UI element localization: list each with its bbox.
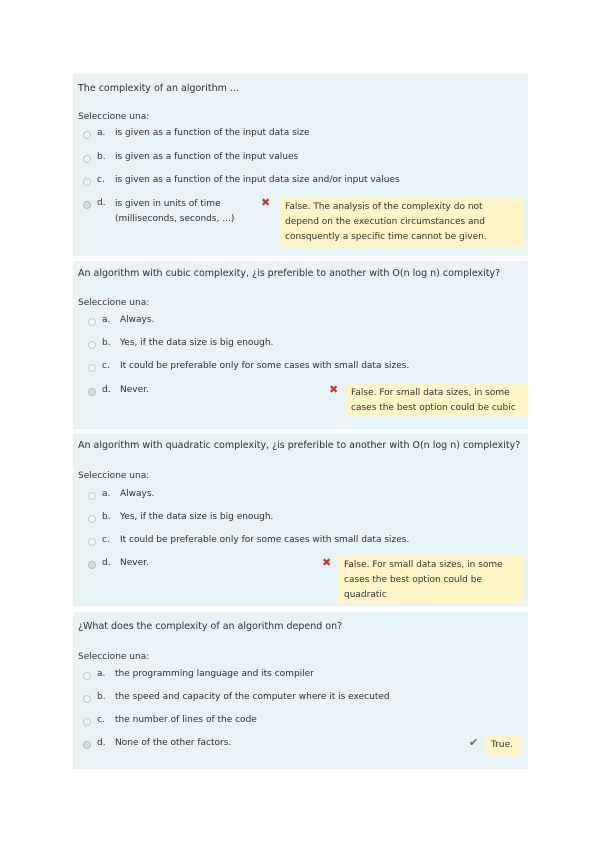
question-text: ¿What does the complexity of an algorithm depend on?	[78, 621, 343, 632]
radio-button[interactable]	[88, 538, 96, 546]
feedback-box: False. The analysis of the complexity do not depend on the execution circumstances and consquently a specific time cannot be given.	[279, 198, 523, 247]
radio-button[interactable]	[88, 318, 96, 326]
question-text: The complexity of an algorithm ...	[78, 83, 239, 94]
option-letter: d.	[102, 385, 111, 395]
option-a[interactable]	[73, 315, 528, 331]
radio-button-selected[interactable]	[88, 388, 96, 396]
option-d[interactable]	[73, 738, 528, 754]
radio-button[interactable]	[88, 492, 96, 500]
option-b[interactable]	[73, 338, 528, 354]
option-text: It could be preferable only for some cases with small data sizes.	[120, 361, 410, 371]
select-label: Seleccione una:	[78, 652, 150, 662]
option-letter: d.	[97, 198, 106, 208]
select-label: Seleccione una:	[78, 298, 150, 308]
option-text: the number of lines of the code	[115, 715, 257, 725]
option-text: Never.	[120, 558, 149, 568]
option-text: is given as a function of the input data size and/or input values	[115, 175, 400, 185]
option-text: It could be preferable only for some cases with small data sizes.	[120, 535, 410, 545]
question-4	[73, 612, 528, 769]
option-c[interactable]	[73, 175, 528, 191]
question-1	[73, 74, 528, 256]
option-c[interactable]	[73, 715, 528, 731]
option-letter: b.	[102, 338, 111, 348]
radio-button-selected[interactable]	[88, 561, 96, 569]
option-letter: c.	[102, 535, 110, 545]
option-text: is given as a function of the input data size	[115, 128, 310, 138]
option-text: Always.	[120, 315, 155, 325]
option-text: None of the other factors.	[115, 738, 232, 748]
option-letter: b.	[97, 692, 106, 702]
radio-button[interactable]	[83, 672, 91, 680]
question-text: An algorithm with quadratic complexity, ¿is preferible to another with O(n log n) complexity?	[78, 440, 521, 451]
feedback-box: True.	[485, 736, 522, 755]
question-3	[73, 434, 528, 606]
radio-button[interactable]	[88, 364, 96, 372]
option-letter: d.	[97, 738, 106, 748]
option-letter: b.	[102, 512, 111, 522]
option-letter: c.	[97, 715, 105, 725]
cross-icon: ✖	[322, 556, 332, 569]
radio-button[interactable]	[83, 718, 91, 726]
cross-icon: ✖	[329, 383, 339, 396]
option-letter: a.	[102, 489, 111, 499]
option-letter: c.	[97, 175, 105, 185]
option-letter: a.	[97, 128, 106, 138]
option-text: Always.	[120, 489, 155, 499]
option-b[interactable]	[73, 152, 528, 168]
radio-button[interactable]	[83, 178, 91, 186]
option-text: Yes, if the data size is big enough.	[120, 512, 274, 522]
question-2	[73, 261, 528, 429]
option-c[interactable]	[73, 535, 528, 551]
cross-icon: ✖	[261, 196, 271, 209]
question-text: An algorithm with cubic complexity, ¿is preferible to another with O(n log n) complexity?	[78, 268, 501, 279]
radio-button[interactable]	[88, 341, 96, 349]
radio-button[interactable]	[83, 131, 91, 139]
option-a[interactable]	[73, 489, 528, 505]
option-text: the programming language and its compiler	[115, 669, 314, 679]
option-letter: b.	[97, 152, 106, 162]
radio-button-selected[interactable]	[83, 201, 91, 209]
option-letter: c.	[102, 361, 110, 371]
option-text: Yes, if the data size is big enough.	[120, 338, 274, 348]
option-b[interactable]	[73, 512, 528, 528]
radio-button[interactable]	[83, 155, 91, 163]
feedback-box: False. For small data sizes, in some cases the best option could be cubic	[345, 384, 528, 416]
option-text: Never.	[120, 385, 149, 395]
radio-button[interactable]	[83, 695, 91, 703]
option-letter: a.	[102, 315, 111, 325]
option-letter: d.	[102, 558, 111, 568]
option-a[interactable]	[73, 669, 528, 685]
option-text: is given in units of time (milliseconds, seconds, ...)	[115, 199, 235, 224]
select-label: Seleccione una:	[78, 112, 150, 122]
select-label: Seleccione una:	[78, 471, 150, 481]
option-text: is given as a function of the input values	[115, 152, 299, 162]
option-b[interactable]	[73, 692, 528, 708]
radio-button[interactable]	[88, 515, 96, 523]
option-text: the speed and capacity of the computer where it is executed	[115, 692, 390, 702]
radio-button-selected[interactable]	[83, 741, 91, 749]
option-a[interactable]	[73, 128, 528, 144]
option-c[interactable]	[73, 361, 528, 377]
feedback-box: False. For small data sizes, in some cases the best option could be quadratic	[338, 556, 523, 603]
check-icon: ✔	[469, 736, 479, 749]
option-letter: a.	[97, 669, 106, 679]
